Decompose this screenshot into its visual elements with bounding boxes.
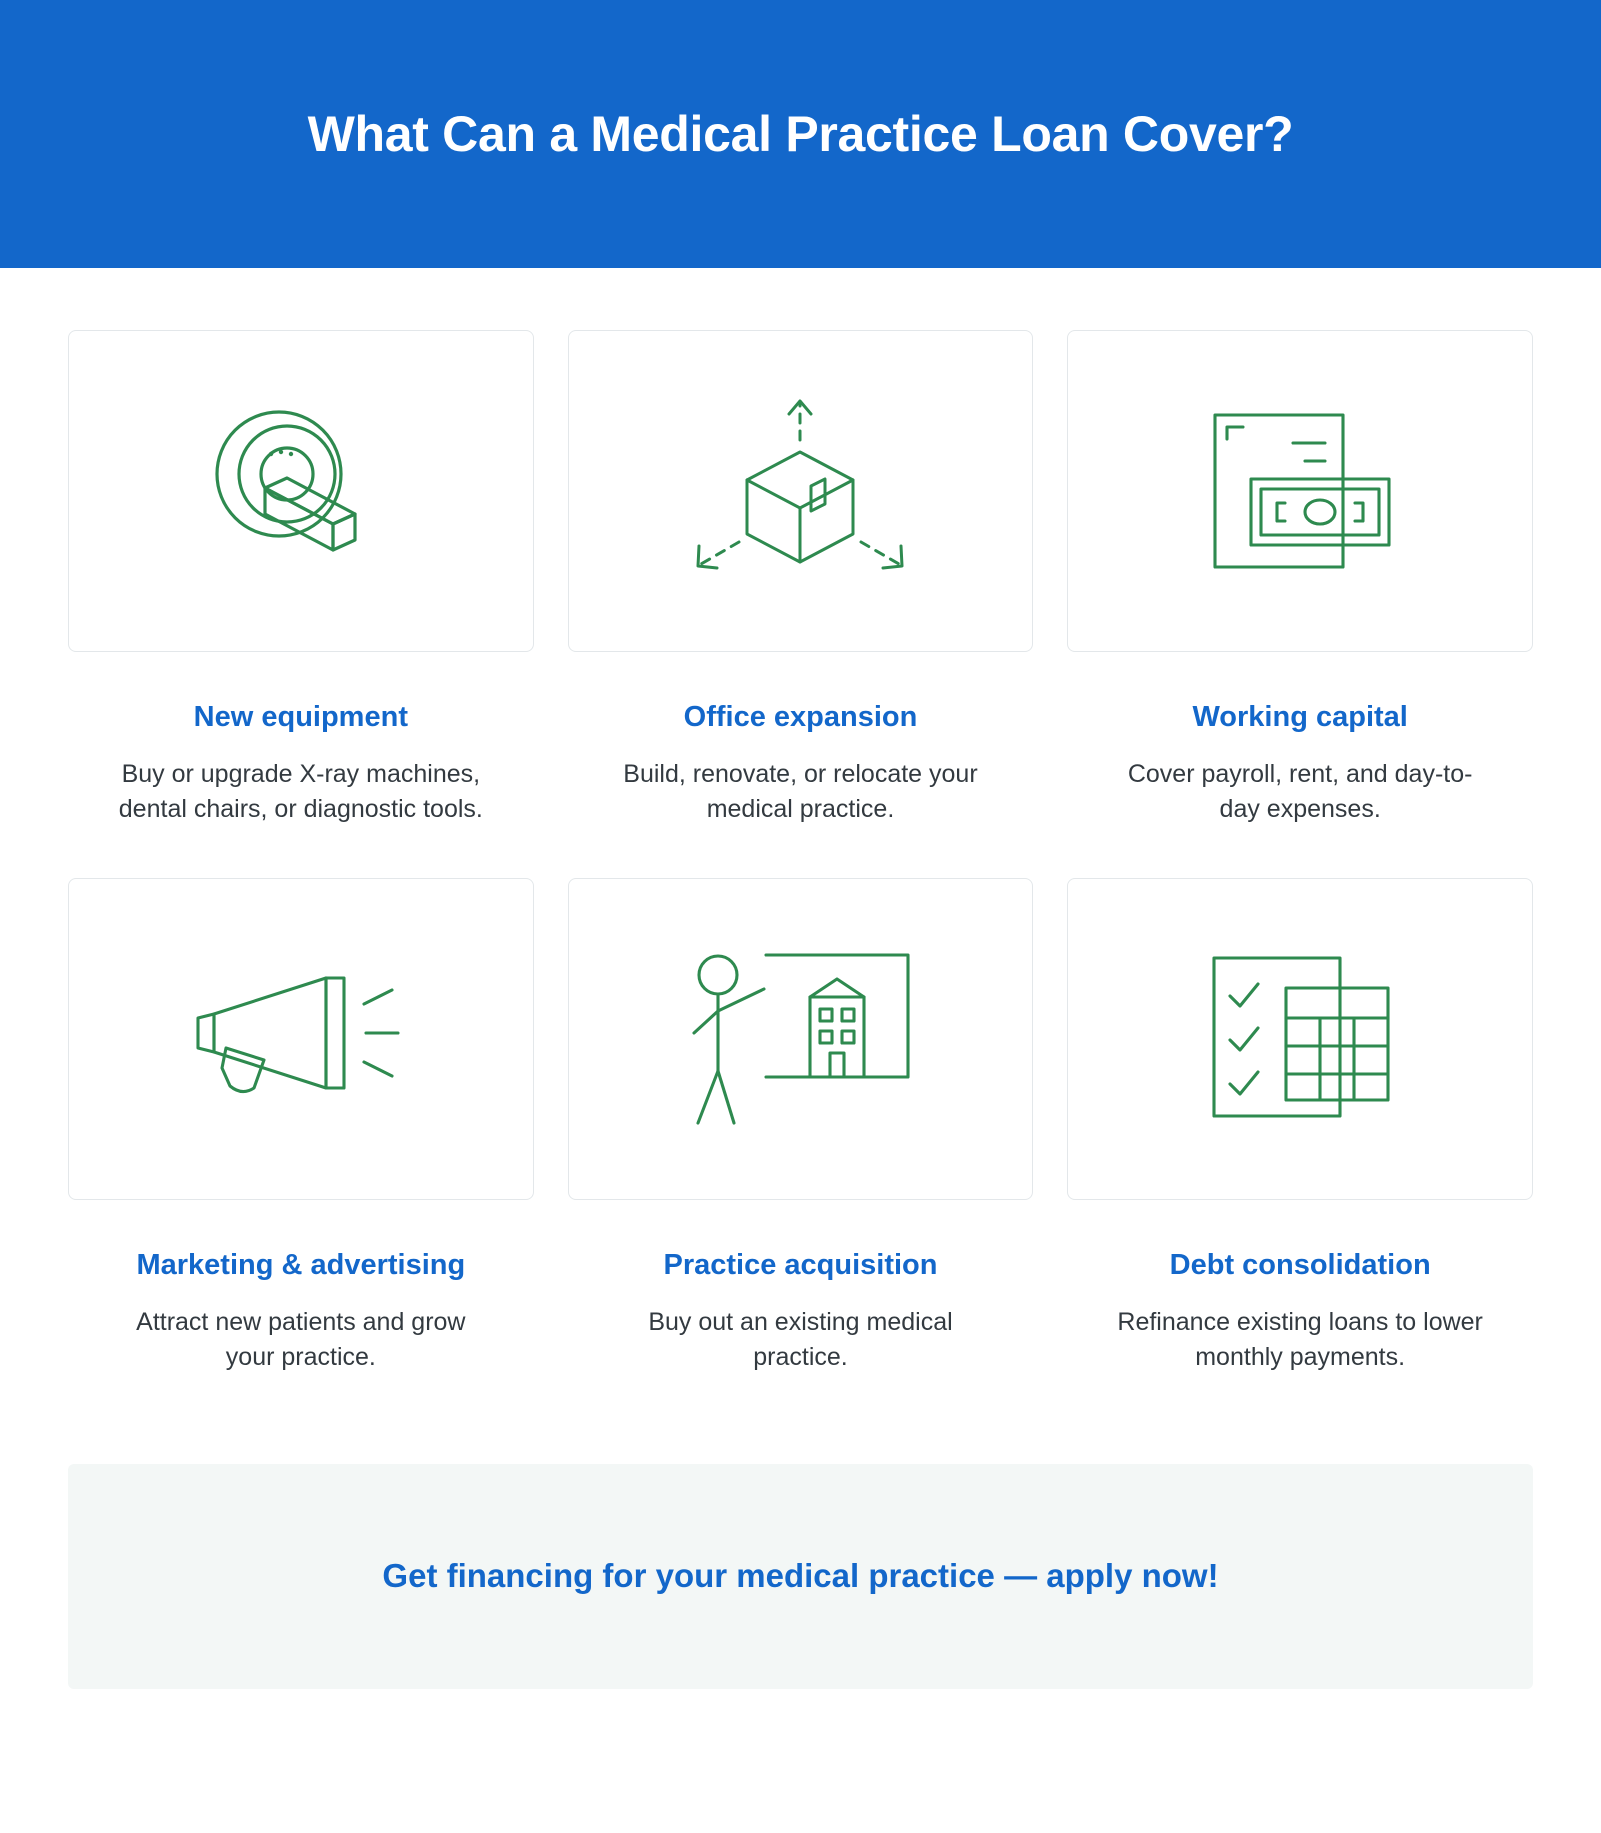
feature-card-practice-acquisition (568, 878, 1034, 1376)
feature-card-office-expansion (568, 330, 1034, 828)
feature-card-new-equipment (68, 330, 534, 828)
icon-box-office-expansion (568, 330, 1034, 652)
feature-card-debt-consolidation (1067, 878, 1533, 1376)
cta-text: Get financing for your medical practice — apply now! (382, 1557, 1219, 1595)
feature-title: Office expansion (683, 701, 918, 733)
feature-description: Buy or upgrade X-ray machines, dental chairs, or diagnostic tools. (118, 759, 483, 824)
mri-scanner-icon (201, 396, 401, 586)
icon-box-new-equipment (68, 330, 534, 652)
header-banner (0, 0, 1601, 268)
person-presenting-building-icon (678, 941, 923, 1136)
icon-box-practice-acquisition (568, 878, 1034, 1200)
feature-card-working-capital (1067, 330, 1533, 828)
feature-title: New equipment (193, 701, 408, 733)
icon-box-debt-consolidation (1067, 878, 1533, 1200)
feature-description: Buy out an existing medical practice. (648, 1307, 953, 1372)
checklist-calculator-icon (1200, 944, 1400, 1134)
feature-title: Practice acquisition (663, 1248, 938, 1281)
feature-description: Refinance existing loans to lower monthly payments. (1117, 1307, 1483, 1372)
feature-title: Marketing & advertising (136, 1248, 466, 1281)
icon-box-working-capital (1067, 330, 1533, 652)
icon-box-marketing-advertising (68, 878, 534, 1200)
feature-description: Cover payroll, rent, and day-to-day expenses. (1127, 759, 1473, 824)
feature-title: Working capital (1192, 701, 1408, 733)
megaphone-icon (186, 956, 416, 1121)
feature-description: Attract new patients and grow your practice. (136, 1307, 466, 1372)
feature-title: Debt consolidation (1169, 1248, 1431, 1281)
expanding-cube-icon (685, 394, 915, 589)
feature-description: Build, renovate, or relocate your medical practice. (623, 759, 978, 824)
feature-grid (0, 268, 1601, 1376)
cta-banner[interactable] (68, 1464, 1533, 1689)
feature-card-marketing-advertising (68, 878, 534, 1376)
page-title: What Can a Medical Practice Loan Cover? (307, 106, 1294, 162)
cash-document-icon (1193, 399, 1408, 584)
